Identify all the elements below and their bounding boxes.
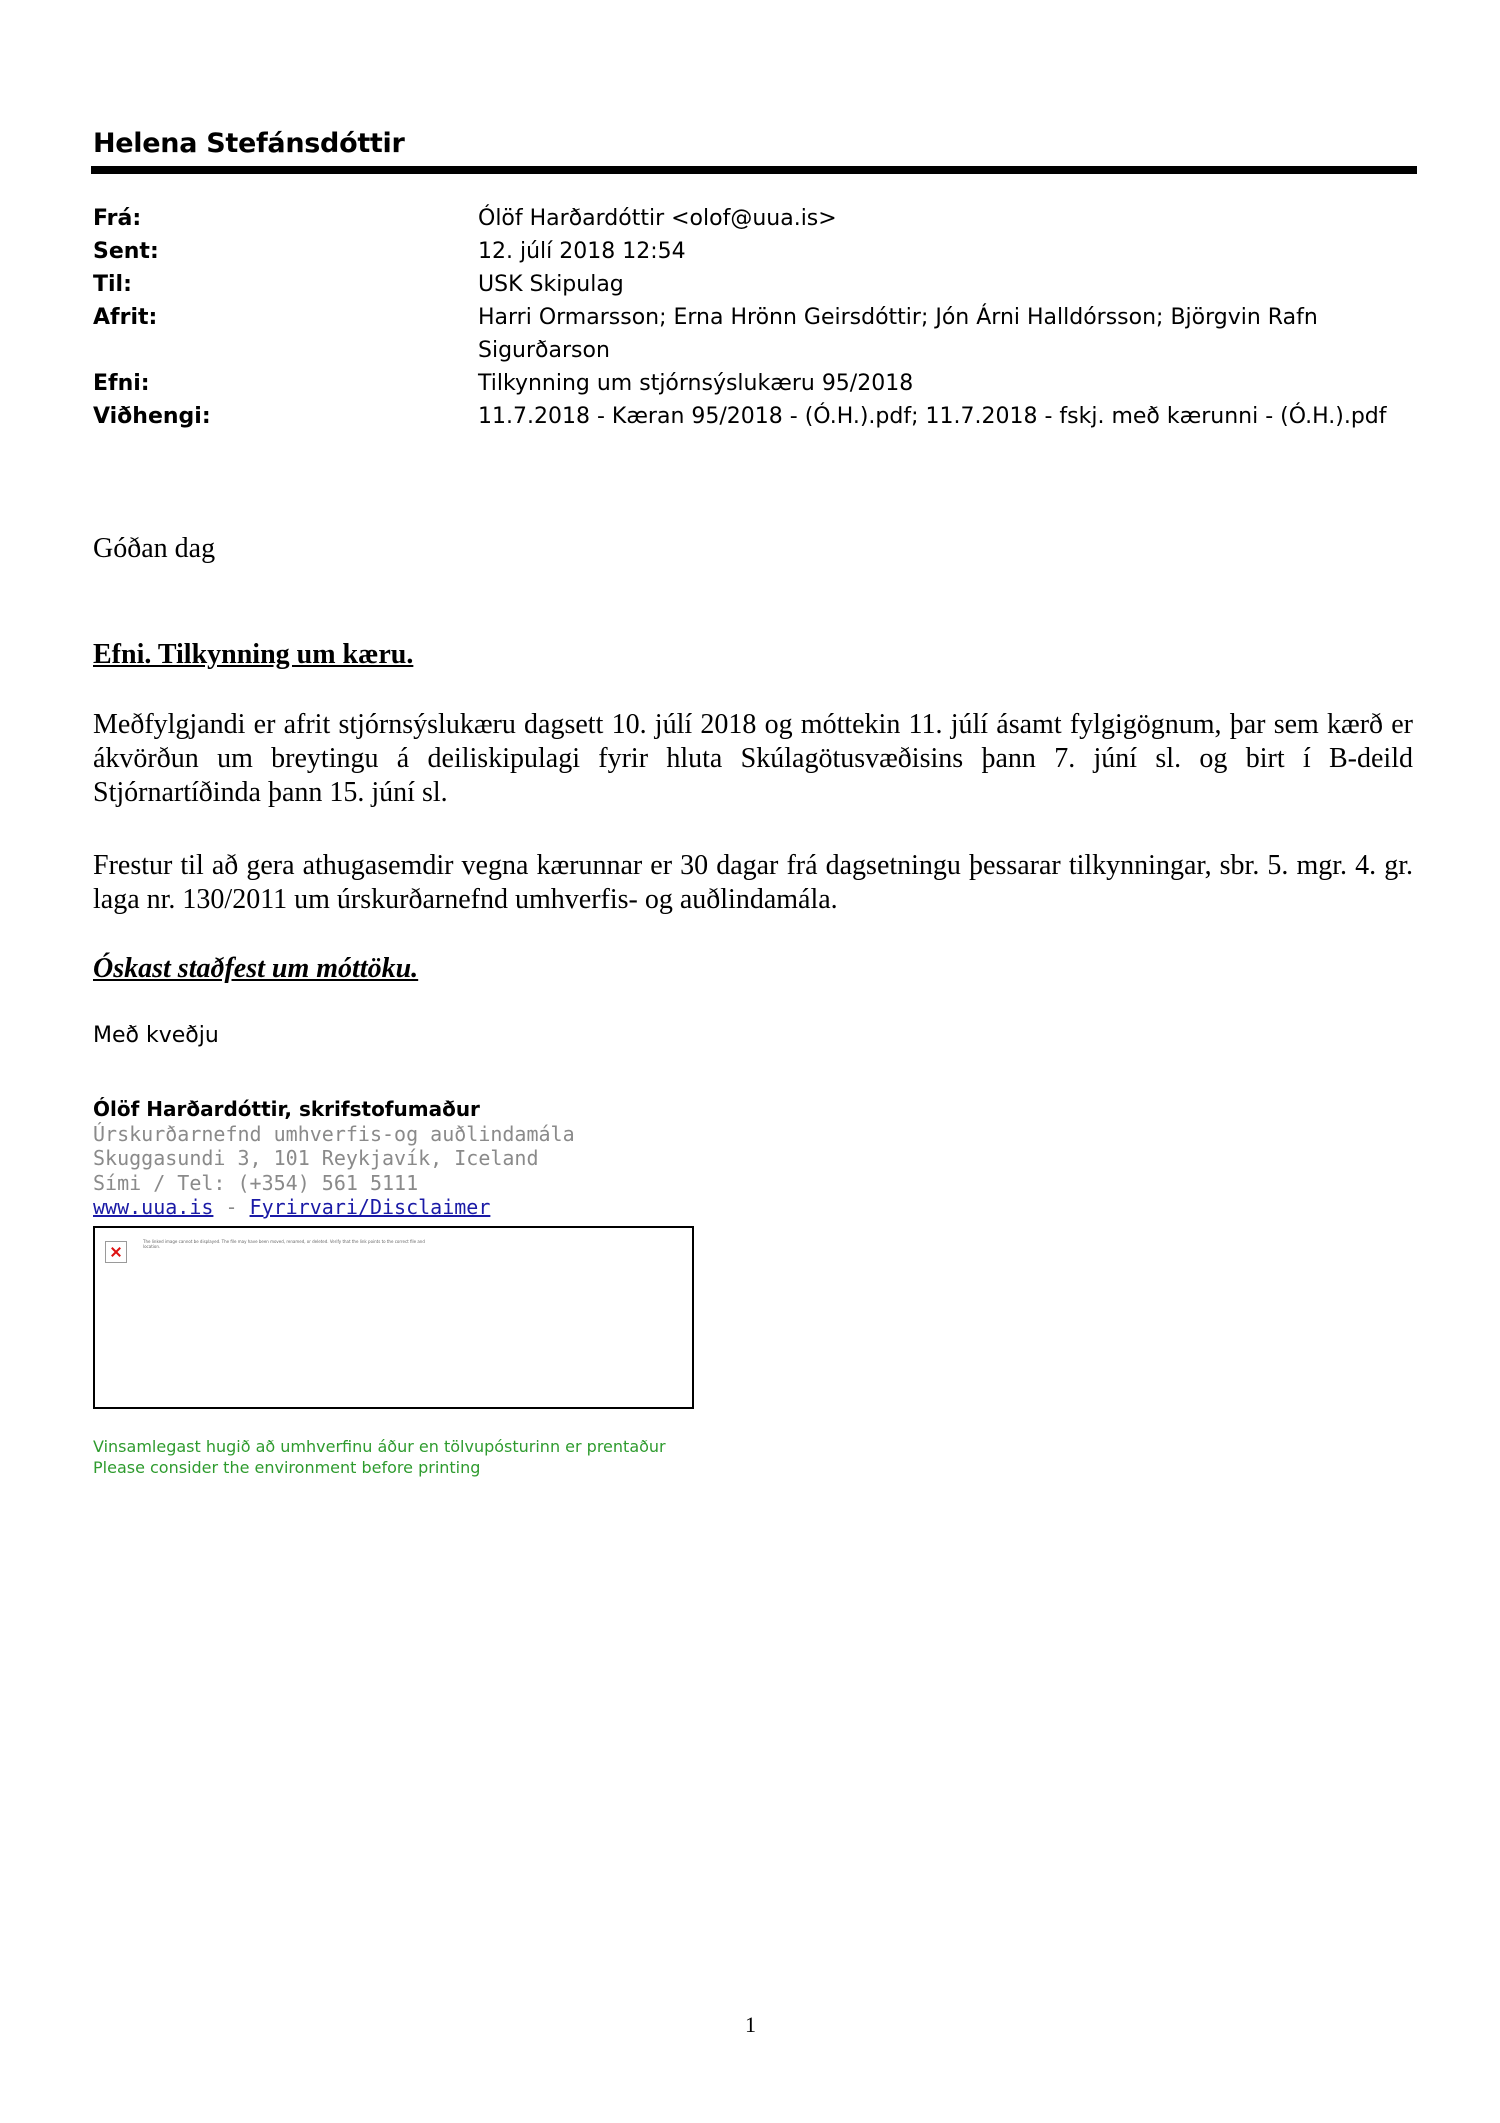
body-paragraph: Meðfylgjandi er afrit stjórnsýslukæru dagsett 10. júlí 2018 og móttekin 11. júlí ásamt fylgigögnum, þar sem kærð er ákvörðun um breytingu á deiliskipulagi fyrir hluta Skúlagötusvæðisins þann 7. júní sl. og birt í B-deild Stjórnartíðinda þann 15. júní sl. xyxy=(93,709,1413,808)
header-value-sent: 12. júlí 2018 12:54 xyxy=(478,239,686,264)
header-row-subject xyxy=(93,367,1423,400)
header-label: Frá: xyxy=(93,206,142,231)
header-row-attachments xyxy=(93,400,1423,433)
signature-org: Úrskurðarnefnd umhverfis-og auðlindamála xyxy=(93,1121,575,1146)
header-value-subject: Tilkynning um stjórnsýslukæru 95/2018 xyxy=(478,371,914,396)
broken-image-frame xyxy=(93,1226,694,1409)
header-label: Sent: xyxy=(93,239,159,264)
email-header xyxy=(93,202,1423,433)
disclaimer-link[interactable]: Fyrirvari/Disclaimer xyxy=(249,1195,491,1219)
header-label: Viðhengi: xyxy=(93,404,211,429)
broken-image-icon xyxy=(105,1241,127,1263)
confirm-request: Óskast staðfest um móttöku. xyxy=(93,953,419,984)
header-divider xyxy=(91,166,1417,174)
header-label: Efni: xyxy=(93,371,150,396)
header-row-cc xyxy=(93,301,1423,367)
mailbox-owner-name: Helena Stefánsdóttir xyxy=(93,128,405,159)
header-value-attachments: 11.7.2018 - Kæran 95/2018 - (Ó.H.).pdf; 11.7.2018 - fskj. með kærunni - (Ó.H.).pdf xyxy=(478,404,1387,429)
environment-note xyxy=(93,1436,666,1478)
page-number: 1 xyxy=(745,2012,756,2037)
header-value-cc xyxy=(478,301,1423,367)
header-value-from: Ólöf Harðardóttir <olof@uua.is> xyxy=(478,206,837,231)
signature-address: Skuggasundi 3, 101 Reykjavík, Iceland xyxy=(93,1146,539,1170)
letter-subject: Efni. Tilkynning um kæru. xyxy=(93,639,414,670)
header-label: Til: xyxy=(93,272,132,297)
header-value-cc-line1: Harri Ormarsson; Erna Hrönn Geirsdóttir; Jón Árni Halldórsson; Björgvin Rafn xyxy=(478,305,1318,330)
header-label: Afrit: xyxy=(93,305,158,330)
greeting: Góðan dag xyxy=(93,533,216,564)
header-row-to xyxy=(93,268,1423,301)
header-row-sent xyxy=(93,235,1423,268)
environment-note-en: Please consider the environment before printing xyxy=(93,1458,481,1477)
signature-block xyxy=(93,1097,575,1220)
broken-image-alt-text: The linked image cannot be displayed. The file may have been moved, renamed, or deleted. Verify that the link points to the correct file and location. xyxy=(143,1239,425,1249)
signature-phone: Sími / Tel: (+354) 561 5111 xyxy=(93,1170,419,1195)
header-value-cc-line2: Sigurðarson xyxy=(478,338,610,363)
signature-links xyxy=(93,1195,575,1220)
closing: Með kveðju xyxy=(93,1023,219,1048)
body-paragraph: Frestur til að gera athugasemdir vegna kærunnar er 30 dagar frá dagsetningu þessarar tilkynningar, sbr. 5. mgr. 4. gr. laga nr. 130/2011 um úrskurðarnefnd umhverfis- og auðlindamála. xyxy=(93,850,1413,915)
environment-note-is: Vinsamlegast hugið að umhverfinu áður en tölvupósturinn er prentaður xyxy=(93,1437,666,1456)
header-row-from xyxy=(93,202,1423,235)
signature-name: Ólöf Harðardóttir, skrifstofumaður xyxy=(93,1097,480,1121)
website-link[interactable]: www.uua.is xyxy=(93,1195,214,1219)
header-value-to: USK Skipulag xyxy=(478,272,624,297)
link-separator: - xyxy=(213,1195,250,1219)
